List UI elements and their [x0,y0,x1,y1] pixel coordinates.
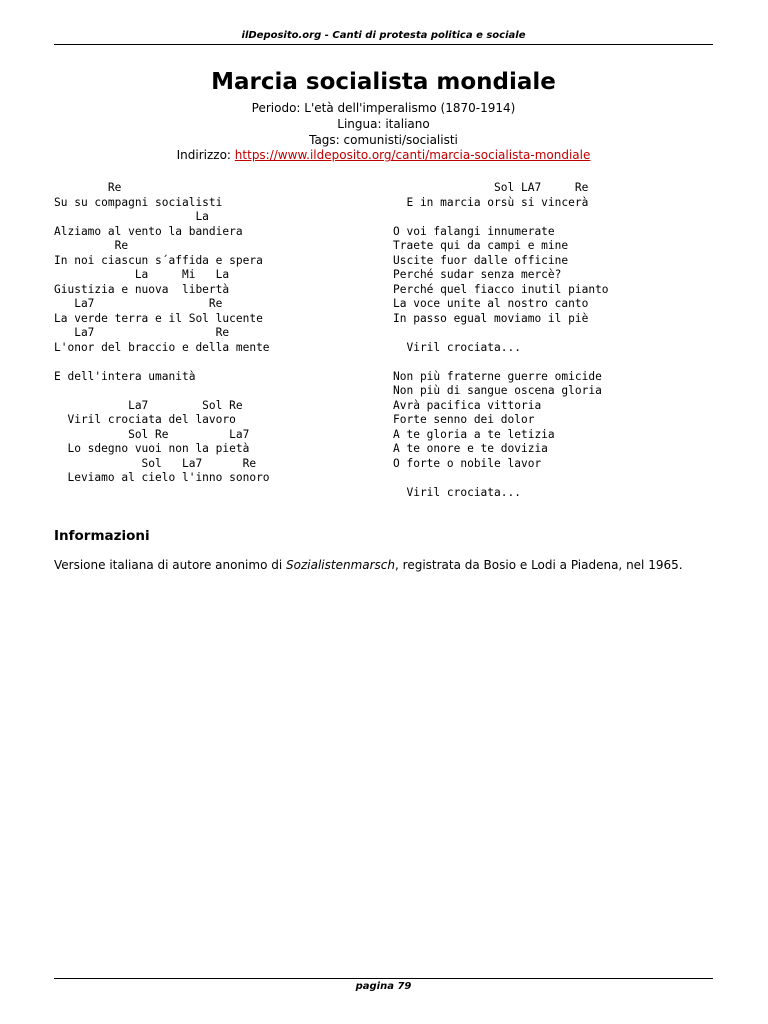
header-divider [54,44,713,45]
info-text [54,557,713,573]
song-metadata [54,101,713,164]
indirizzo-label: Indirizzo: [176,148,235,163]
song-url-link[interactable]: https://www.ildeposito.org/canti/marcia-socialista-mondiale [234,148,591,163]
lyrics-left-column: Re Su su compagni socialisti La Alziamo al vento la bandiera Re In noi ciascun s´affida e spera La Mi La Giustizia e nuova libertà La7 Re La verde terra e il Sol lucente La7 Re L'onor del braccio e della mente E dell'intera umanità La7 Sol Re Viril crociata del lavoro Sol Re La7 Lo sdegno vuoi non la pietà Sol La7 Re Leviamo al cielo l'inno sonoro [54,181,270,484]
info-heading: Informazioni [54,528,150,544]
page-number: pagina 79 [355,981,412,992]
tags-line: Tags: comunisti/socialisti [309,132,458,147]
song-title: Marcia socialista mondiale [211,69,556,95]
indirizzo-line [54,148,713,164]
info-text-before: Versione italiana di autore anonimo di [54,558,287,572]
periodo-line: Periodo: L'età dell'imperalismo (1870-1914) [251,101,516,115]
lyrics-right-column: Sol LA7 Re E in marcia orsù si vincerà O voi falangi innumerate Traete qui da campi e mine Uscite fuor dalle officine Perché sudar senza mercè? Perché quel fiacco inutil pianto La voce unite al nostro canto In passo egual moviamo il piè Viril crociata... Non più fraterne guerre omicide Non più di sangue oscena gloria Avrà pacifica vittoria Forte senno dei dolor A te gloria a te letizia A te onore e te dovizia O forte o nobile lavor Viril crociata... [393,181,609,499]
lingua-line: Lingua: italiano [337,116,430,131]
info-text-after: , registrata da Bosio e Lodi a Piadena, nel 1965. [395,558,683,572]
site-header: ilDeposito.org - Canti di protesta politica e sociale [241,30,526,41]
info-text-italic: Sozialistenmarsch [286,558,396,572]
